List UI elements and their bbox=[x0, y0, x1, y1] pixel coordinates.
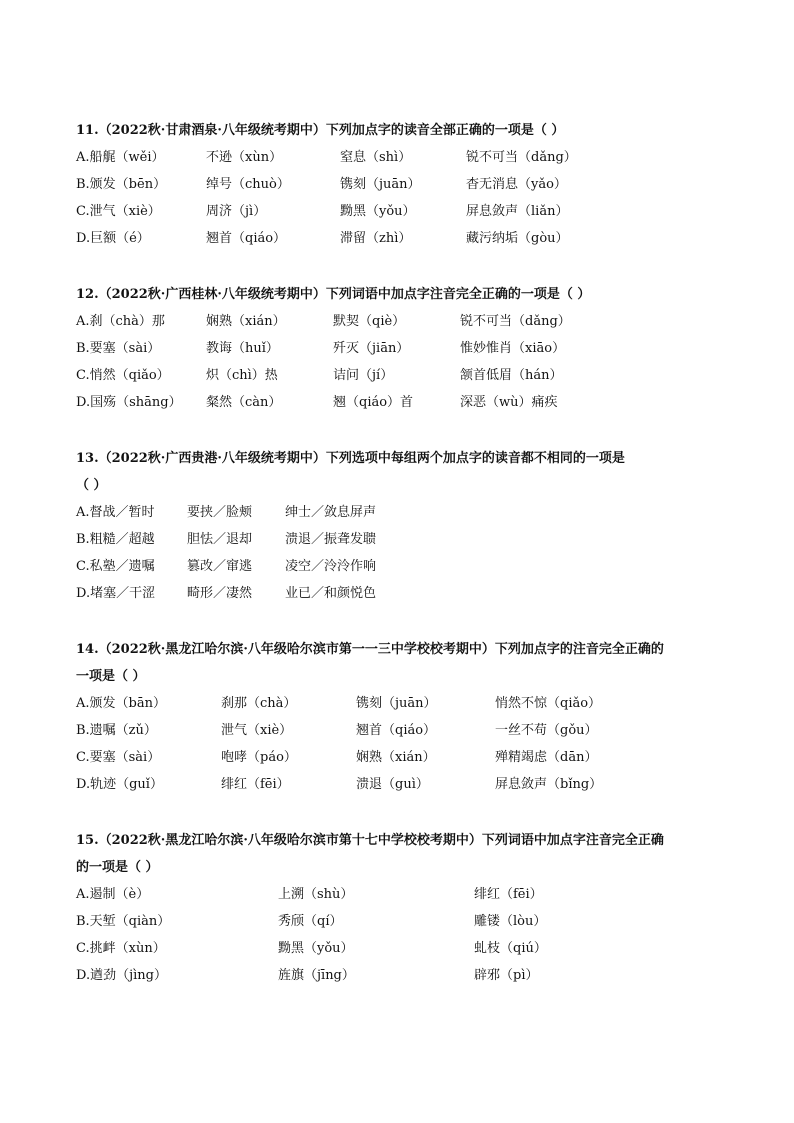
option-c: C.私塾／遗嘱 篡改／窜逃 凌空／泠泠作响 bbox=[76, 559, 377, 574]
option-d: D.轨迹（guǐ） 绯红（fēi） 溃退（guì） 屏息敛声（bǐng） bbox=[76, 777, 603, 792]
option-c: C.悄然（qiǎo） 炽（chì）热 诘问（jí） 颔首低眉（hán） bbox=[76, 368, 563, 383]
question-stem-line2: 一项是（ ） bbox=[76, 669, 146, 684]
option-c: C.要塞（sài） 咆哮（páo） 娴熟（xián） 殚精竭虑（dān） bbox=[76, 750, 598, 765]
option-b: B.天堑（qiàn） 秀颀（qí） 雕镂（lòu） bbox=[76, 914, 547, 929]
question-14 bbox=[76, 636, 726, 798]
option-b: B.颁发（bēn） 绰号（chuò） 镌刻（juān） 杳无消息（yǎo） bbox=[76, 177, 567, 192]
option-a: A.遏制（è） 上溯（shù） 绯红（fēi） bbox=[76, 887, 543, 902]
option-b: B.粗糙／超越 胆怯／退却 溃退／振聋发聩 bbox=[76, 532, 377, 547]
question-stem: 13.（2022秋·广西贵港·八年级统考期中）下列选项中每组两个加点字的读音都不相同的一项是 bbox=[76, 451, 625, 466]
question-stem-line2: （ ） bbox=[76, 478, 107, 493]
question-stem: 12.（2022秋·广西桂林·八年级统考期中）下列词语中加点字注音完全正确的一项是（ ） bbox=[76, 287, 591, 302]
option-d: D.堵塞／干涩 畸形／凄然 业已／和颜悦色 bbox=[76, 586, 377, 601]
option-b: B.遗嘱（zǔ） 泄气（xiè） 翘首（qiáo） 一丝不苟（gǒu） bbox=[76, 723, 598, 738]
option-b: B.要塞（sài） 教诲（huǐ） 歼灭（jiān） 惟妙惟肖（xiāo） bbox=[76, 341, 566, 356]
question-11 bbox=[76, 117, 726, 252]
question-stem: 15.（2022秋·黑龙江哈尔滨·八年级哈尔滨市第十七中学校校考期中）下列词语中加点字注音完全正确 bbox=[76, 833, 664, 848]
question-13 bbox=[76, 445, 726, 607]
question-12 bbox=[76, 281, 726, 416]
option-a: A.督战／暂时 要挟／脸颊 绅士／敛息屏声 bbox=[76, 505, 377, 520]
option-a: A.颁发（bān） 刹那（chà） 镌刻（juān） 悄然不惊（qiǎo） bbox=[76, 696, 602, 711]
option-c: C.泄气（xiè） 周济（jì） 黝黑（yǒu） 屏息敛声（liǎn） bbox=[76, 204, 569, 219]
option-a: A.刹（chà）那 娴熟（xián） 默契（qiè） 锐不可当（dǎng） bbox=[76, 314, 571, 329]
option-c: C.挑衅（xùn） 黝黑（yǒu） 虬枝（qiú） bbox=[76, 941, 547, 956]
option-d: D.巨额（é） 翘首（qiáo） 滞留（zhì） 藏污纳垢（gòu） bbox=[76, 231, 569, 246]
option-a: A.船艉（wěi） 不逊（xùn） 窒息（shì） 锐不可当（dǎng） bbox=[76, 150, 577, 165]
option-d: D.遒劲（jìng） 旌旗（jīng） 辟邪（pì） bbox=[76, 968, 539, 983]
question-15 bbox=[76, 827, 726, 989]
question-stem-line2: 的一项是（ ） bbox=[76, 860, 159, 875]
question-stem: 14.（2022秋·黑龙江哈尔滨·八年级哈尔滨市第一一三中学校校考期中）下列加点字的注音完全正确的 bbox=[76, 642, 664, 657]
option-d: D.国殇（shāng） 粲然（càn） 翘（qiáo）首 深恶（wù）痛疾 bbox=[76, 395, 558, 410]
question-stem: 11.（2022秋·甘肃酒泉·八年级统考期中）下列加点字的读音全部正确的一项是（ ） bbox=[76, 123, 565, 138]
